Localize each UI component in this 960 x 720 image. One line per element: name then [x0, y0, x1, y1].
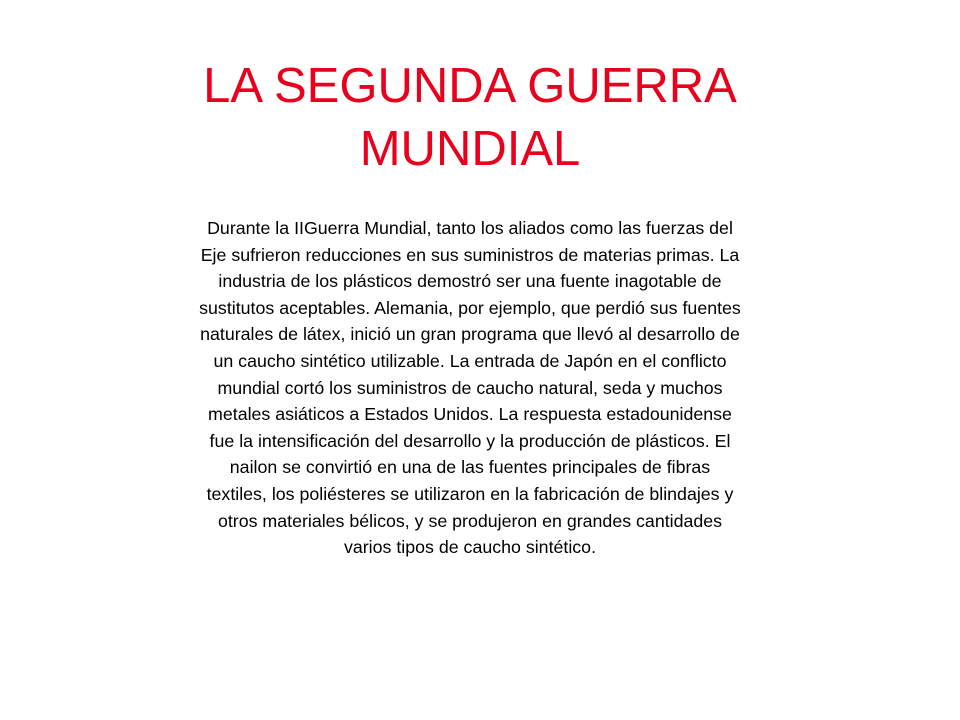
body-line: naturales de látex, inició un gran programa que llevó al desarrollo de: [200, 324, 740, 345]
body-line: sustitutos aceptables. Alemania, por ejemplo, que perdió sus fuentes: [199, 297, 741, 318]
slide-title: [100, 55, 840, 181]
body-line: nailon se convirtió en una de las fuentes principales de fibras: [229, 457, 711, 478]
body-line: textiles, los poliésteres se utilizaron en la fabricación de blindajes y: [206, 483, 734, 504]
title-line: LA SEGUNDA GUERRA: [203, 59, 737, 113]
body-line: metales asiáticos a Estados Unidos. La respuesta estadounidense: [208, 404, 732, 425]
body-paragraph: [118, 215, 822, 561]
body-line: varios tipos de caucho sintético.: [343, 537, 597, 558]
body-line: mundial cortó los suministros de caucho natural, seda y muchos: [217, 377, 723, 398]
title-line: MUNDIAL: [359, 122, 581, 176]
body-line: un caucho sintético utilizable. La entrada de Japón en el conflicto: [213, 350, 727, 371]
body-line: Durante la IIGuerra Mundial, tanto los aliados como las fuerzas del: [207, 218, 733, 238]
body-line: otros materiales bélicos, y se produjeron en grandes cantidades: [217, 510, 723, 531]
body-line: Eje sufrieron reducciones en sus suministros de materias primas. La: [200, 244, 740, 265]
body-line: industria de los plásticos demostró ser una fuente inagotable de: [218, 271, 722, 292]
body-line: fue la intensificación del desarrollo y la producción de plásticos. El: [209, 430, 731, 451]
